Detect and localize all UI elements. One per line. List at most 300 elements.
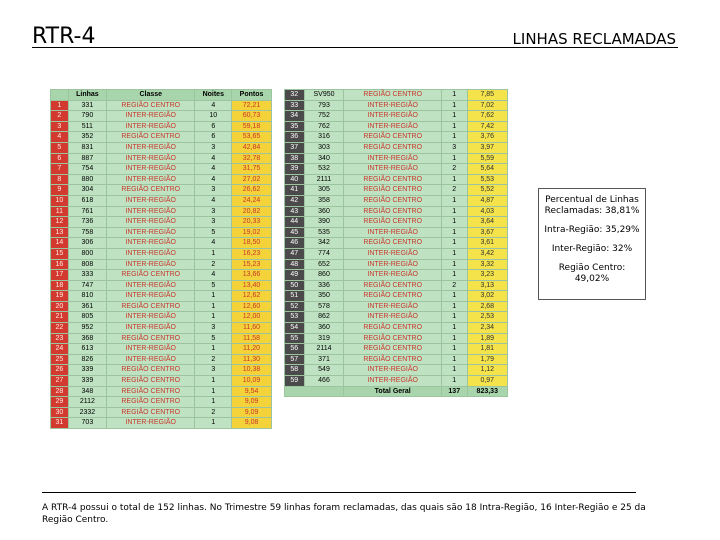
row-nights: 5: [195, 333, 232, 344]
row-nights: 4: [195, 270, 232, 281]
row-nights: 6: [195, 121, 232, 132]
row-points: 12,60: [232, 301, 272, 312]
table-row: [51, 344, 272, 355]
row-rank: 55: [285, 333, 305, 344]
table-row: [51, 132, 272, 143]
row-line: 793: [304, 100, 344, 111]
row-nights: 2: [441, 164, 467, 175]
row-points: 5,52: [467, 185, 507, 196]
row-line: 758: [68, 227, 106, 238]
row-class: INTER-REGIÃO: [107, 238, 195, 249]
row-class: REGIÃO CENTRO: [107, 333, 195, 344]
row-line: 736: [68, 217, 106, 228]
row-points: 4,03: [467, 206, 507, 217]
table-row: [51, 280, 272, 291]
row-line: 352: [68, 132, 106, 143]
table-row: [285, 174, 508, 185]
row-line: 613: [68, 344, 106, 355]
row-points: 2,34: [467, 323, 507, 334]
row-line: 304: [68, 185, 106, 196]
row-line: 371: [304, 354, 344, 365]
table-row: [51, 418, 272, 429]
row-points: 1,79: [467, 354, 507, 365]
row-class: REGIÃO CENTRO: [107, 301, 195, 312]
row-class: INTER-REGIÃO: [344, 111, 442, 122]
row-line: 532: [304, 164, 344, 175]
percent-centro: Região Centro: 49,02%: [558, 263, 626, 284]
row-rank: 31: [51, 418, 69, 429]
row-line: 316: [304, 132, 344, 143]
row-nights: 4: [195, 100, 232, 111]
row-class: INTER-REGIÃO: [344, 376, 442, 387]
row-line: 805: [68, 312, 106, 323]
row-rank: 6: [51, 153, 69, 164]
table-row: [285, 164, 508, 175]
row-rank: 35: [285, 121, 305, 132]
row-line: 390: [304, 217, 344, 228]
row-rank: 24: [51, 344, 69, 355]
table-row: [51, 111, 272, 122]
row-line: 762: [304, 121, 344, 132]
row-nights: 1: [195, 301, 232, 312]
row-points: 27,02: [232, 174, 272, 185]
row-nights: 1: [441, 312, 467, 323]
table-row: [51, 100, 272, 111]
table-row: [51, 174, 272, 185]
row-points: 3,97: [467, 142, 507, 153]
row-rank: 10: [51, 195, 69, 206]
row-class: REGIÃO CENTRO: [107, 132, 195, 143]
row-line: 2111: [304, 174, 344, 185]
row-rank: 9: [51, 185, 69, 196]
row-rank: 38: [285, 153, 305, 164]
row-class: INTER-REGIÃO: [344, 227, 442, 238]
table-row: [285, 312, 508, 323]
table-row: [51, 270, 272, 281]
row-class: INTER-REGIÃO: [107, 323, 195, 334]
row-line: 752: [304, 111, 344, 122]
page-title: RTR-4: [32, 24, 96, 49]
row-nights: 1: [195, 344, 232, 355]
row-line: 466: [304, 376, 344, 387]
row-points: 12,62: [232, 291, 272, 302]
table-row: [51, 259, 272, 270]
row-rank: 56: [285, 344, 305, 355]
total-blank: [285, 386, 344, 397]
row-rank: 36: [285, 132, 305, 143]
row-nights: 4: [195, 195, 232, 206]
table-row: [51, 407, 272, 418]
table-row: [285, 132, 508, 143]
title-divider: [32, 47, 678, 48]
row-rank: 59: [285, 376, 305, 387]
row-rank: 52: [285, 301, 305, 312]
row-rank: 3: [51, 121, 69, 132]
row-nights: 2: [195, 354, 232, 365]
row-rank: 26: [51, 365, 69, 376]
column-header: Noites: [195, 90, 232, 101]
footer-divider: [42, 492, 636, 493]
row-nights: 4: [195, 174, 232, 185]
row-class: INTER-REGIÃO: [344, 248, 442, 259]
table-row: [285, 280, 508, 291]
row-class: REGIÃO CENTRO: [344, 333, 442, 344]
row-class: REGIÃO CENTRO: [344, 132, 442, 143]
row-class: INTER-REGIÃO: [107, 227, 195, 238]
row-rank: 7: [51, 164, 69, 175]
row-rank: 19: [51, 291, 69, 302]
row-line: 810: [68, 291, 106, 302]
row-points: 7,62: [467, 111, 507, 122]
row-nights: 1: [441, 333, 467, 344]
row-class: REGIÃO CENTRO: [344, 238, 442, 249]
table-row: [51, 376, 272, 387]
row-nights: 1: [441, 365, 467, 376]
row-line: 2332: [68, 407, 106, 418]
row-rank: 40: [285, 174, 305, 185]
row-nights: 1: [441, 90, 467, 101]
row-nights: 1: [441, 121, 467, 132]
row-class: INTER-REGIÃO: [344, 301, 442, 312]
row-rank: 21: [51, 312, 69, 323]
row-points: 7,42: [467, 121, 507, 132]
table-row: [51, 227, 272, 238]
row-class: REGIÃO CENTRO: [107, 397, 195, 408]
table-row: [285, 344, 508, 355]
row-nights: 5: [195, 227, 232, 238]
ranking-table-right: [284, 89, 508, 397]
row-points: 60,73: [232, 111, 272, 122]
row-nights: 1: [441, 301, 467, 312]
row-points: 5,64: [467, 164, 507, 175]
row-nights: 2: [195, 259, 232, 270]
total-label: Total Geral: [344, 386, 442, 397]
row-class: INTER-REGIÃO: [107, 354, 195, 365]
row-line: 535: [304, 227, 344, 238]
row-class: REGIÃO CENTRO: [344, 185, 442, 196]
row-points: 3,02: [467, 291, 507, 302]
row-class: INTER-REGIÃO: [344, 365, 442, 376]
row-nights: 1: [441, 270, 467, 281]
row-nights: 10: [195, 111, 232, 122]
row-class: INTER-REGIÃO: [344, 164, 442, 175]
row-line: 860: [304, 270, 344, 281]
row-points: 5,59: [467, 153, 507, 164]
row-nights: 3: [441, 142, 467, 153]
row-rank: 49: [285, 270, 305, 281]
row-points: 7,85: [467, 90, 507, 101]
row-line: 333: [68, 270, 106, 281]
row-nights: 2: [441, 280, 467, 291]
row-points: 11,60: [232, 323, 272, 334]
row-class: REGIÃO CENTRO: [344, 217, 442, 228]
row-rank: 4: [51, 132, 69, 143]
row-nights: 1: [441, 153, 467, 164]
row-points: 13,40: [232, 280, 272, 291]
row-points: 3,76: [467, 132, 507, 143]
row-line: 549: [304, 365, 344, 376]
row-nights: 3: [195, 142, 232, 153]
row-rank: 14: [51, 238, 69, 249]
row-nights: 5: [195, 280, 232, 291]
row-nights: 1: [441, 291, 467, 302]
row-line: 754: [68, 164, 106, 175]
row-points: 3,42: [467, 248, 507, 259]
row-points: 3,64: [467, 217, 507, 228]
table-row: [51, 217, 272, 228]
row-points: 2,68: [467, 301, 507, 312]
row-nights: 1: [441, 344, 467, 355]
row-line: 952: [68, 323, 106, 334]
row-nights: 1: [441, 206, 467, 217]
table-row: [51, 248, 272, 259]
row-rank: 41: [285, 185, 305, 196]
row-points: 31,75: [232, 164, 272, 175]
row-nights: 1: [441, 376, 467, 387]
row-rank: 1: [51, 100, 69, 111]
row-line: 2112: [68, 397, 106, 408]
row-class: INTER-REGIÃO: [107, 418, 195, 429]
table-row: [285, 333, 508, 344]
table-row: [285, 365, 508, 376]
row-points: 3,23: [467, 270, 507, 281]
row-rank: 58: [285, 365, 305, 376]
table-row: [51, 238, 272, 249]
row-points: 20,33: [232, 217, 272, 228]
row-line: 618: [68, 195, 106, 206]
row-nights: 1: [441, 100, 467, 111]
row-points: 0,97: [467, 376, 507, 387]
row-nights: 4: [195, 164, 232, 175]
row-line: 303: [304, 142, 344, 153]
row-points: 11,30: [232, 354, 272, 365]
row-rank: 23: [51, 333, 69, 344]
row-nights: 3: [195, 217, 232, 228]
row-class: REGIÃO CENTRO: [107, 100, 195, 111]
row-nights: 3: [195, 323, 232, 334]
total-nights: 137: [441, 386, 467, 397]
table-row: [285, 217, 508, 228]
row-line: 703: [68, 418, 106, 429]
row-nights: 1: [441, 259, 467, 270]
row-line: 306: [68, 238, 106, 249]
row-line: 2114: [304, 344, 344, 355]
row-line: 511: [68, 121, 106, 132]
row-class: REGIÃO CENTRO: [344, 195, 442, 206]
row-nights: 3: [195, 206, 232, 217]
row-rank: 27: [51, 376, 69, 387]
total-points: 823,33: [467, 386, 507, 397]
column-header: Pontos: [232, 90, 272, 101]
row-points: 53,65: [232, 132, 272, 143]
row-points: 2,53: [467, 312, 507, 323]
row-points: 13,66: [232, 270, 272, 281]
row-class: INTER-REGIÃO: [344, 121, 442, 132]
table-row: [51, 312, 272, 323]
table-row: [51, 206, 272, 217]
row-nights: 1: [195, 248, 232, 259]
table-row: [51, 153, 272, 164]
row-points: 10,38: [232, 365, 272, 376]
row-nights: 1: [441, 227, 467, 238]
row-points: 9,08: [232, 418, 272, 429]
row-rank: 46: [285, 238, 305, 249]
row-points: 3,67: [467, 227, 507, 238]
row-nights: 1: [441, 174, 467, 185]
row-class: INTER-REGIÃO: [344, 270, 442, 281]
table-row: [51, 195, 272, 206]
row-class: INTER-REGIÃO: [344, 259, 442, 270]
row-class: INTER-REGIÃO: [107, 153, 195, 164]
row-class: REGIÃO CENTRO: [107, 185, 195, 196]
table-row: [285, 248, 508, 259]
table-header-row: [51, 90, 272, 101]
row-points: 59,18: [232, 121, 272, 132]
row-class: REGIÃO CENTRO: [344, 90, 442, 101]
table-row: [285, 323, 508, 334]
table-row: [51, 301, 272, 312]
page-subtitle: LINHAS RECLAMADAS: [512, 30, 676, 48]
row-class: REGIÃO CENTRO: [107, 386, 195, 397]
row-line: 831: [68, 142, 106, 153]
table-row: [51, 354, 272, 365]
row-rank: 51: [285, 291, 305, 302]
row-line: 800: [68, 248, 106, 259]
row-line: 340: [304, 153, 344, 164]
row-nights: 1: [195, 418, 232, 429]
column-header: Classe: [107, 90, 195, 101]
row-line: 358: [304, 195, 344, 206]
table-row: [285, 100, 508, 111]
row-nights: 1: [441, 248, 467, 259]
row-class: INTER-REGIÃO: [107, 280, 195, 291]
row-class: REGIÃO CENTRO: [344, 206, 442, 217]
row-line: 342: [304, 238, 344, 249]
row-points: 19,02: [232, 227, 272, 238]
row-class: INTER-REGIÃO: [107, 174, 195, 185]
row-line: SV950: [304, 90, 344, 101]
row-rank: 2: [51, 111, 69, 122]
row-line: 361: [68, 301, 106, 312]
table-row: [285, 301, 508, 312]
row-line: 652: [304, 259, 344, 270]
row-points: 20,82: [232, 206, 272, 217]
row-points: 9,09: [232, 397, 272, 408]
row-line: 348: [68, 386, 106, 397]
total-row: [285, 386, 508, 397]
row-points: 5,53: [467, 174, 507, 185]
row-class: REGIÃO CENTRO: [107, 365, 195, 376]
row-nights: 4: [195, 153, 232, 164]
row-line: 305: [304, 185, 344, 196]
row-nights: 1: [441, 323, 467, 334]
row-points: 9,54: [232, 386, 272, 397]
row-class: INTER-REGIÃO: [344, 312, 442, 323]
table-row: [51, 333, 272, 344]
row-nights: 6: [195, 132, 232, 143]
row-rank: 8: [51, 174, 69, 185]
row-points: 32,78: [232, 153, 272, 164]
table-row: [51, 386, 272, 397]
row-points: 9,09: [232, 407, 272, 418]
row-nights: 1: [195, 397, 232, 408]
row-nights: 2: [195, 407, 232, 418]
table-row: [285, 185, 508, 196]
row-rank: 12: [51, 217, 69, 228]
table-row: [51, 323, 272, 334]
row-class: INTER-REGIÃO: [107, 111, 195, 122]
row-nights: 1: [441, 111, 467, 122]
row-points: 1,12: [467, 365, 507, 376]
row-class: REGIÃO CENTRO: [107, 376, 195, 387]
table-row: [285, 153, 508, 164]
row-class: REGIÃO CENTRO: [344, 142, 442, 153]
table-row: [285, 195, 508, 206]
row-class: INTER-REGIÃO: [107, 248, 195, 259]
row-class: INTER-REGIÃO: [107, 121, 195, 132]
ranking-table-left: [50, 89, 272, 429]
table-row: [285, 90, 508, 101]
row-rank: 13: [51, 227, 69, 238]
percent-inter: Inter-Região: 32%: [551, 244, 633, 254]
table-row: [285, 270, 508, 281]
row-rank: 28: [51, 386, 69, 397]
row-points: 26,62: [232, 185, 272, 196]
row-class: REGIÃO CENTRO: [107, 270, 195, 281]
table-row: [51, 397, 272, 408]
row-nights: 4: [195, 238, 232, 249]
row-class: INTER-REGIÃO: [107, 259, 195, 270]
row-class: INTER-REGIÃO: [107, 291, 195, 302]
row-line: 336: [304, 280, 344, 291]
row-rank: 44: [285, 217, 305, 228]
row-points: 7,02: [467, 100, 507, 111]
row-line: 339: [68, 365, 106, 376]
row-rank: 43: [285, 206, 305, 217]
row-rank: 37: [285, 142, 305, 153]
row-nights: 3: [195, 365, 232, 376]
row-points: 12,00: [232, 312, 272, 323]
table-row: [285, 238, 508, 249]
row-rank: 45: [285, 227, 305, 238]
row-points: 10,09: [232, 376, 272, 387]
row-line: 747: [68, 280, 106, 291]
row-line: 368: [68, 333, 106, 344]
row-line: 808: [68, 259, 106, 270]
table-row: [285, 206, 508, 217]
row-class: REGIÃO CENTRO: [344, 323, 442, 334]
row-rank: 18: [51, 280, 69, 291]
row-points: 3,32: [467, 259, 507, 270]
row-points: 72,21: [232, 100, 272, 111]
row-class: INTER-REGIÃO: [107, 217, 195, 228]
row-class: REGIÃO CENTRO: [344, 291, 442, 302]
row-nights: 1: [441, 195, 467, 206]
row-rank: 15: [51, 248, 69, 259]
table-row: [51, 142, 272, 153]
row-line: 761: [68, 206, 106, 217]
column-header: [51, 90, 69, 101]
row-class: INTER-REGIÃO: [107, 164, 195, 175]
row-class: INTER-REGIÃO: [107, 312, 195, 323]
row-class: INTER-REGIÃO: [344, 100, 442, 111]
row-rank: 42: [285, 195, 305, 206]
row-nights: 1: [195, 291, 232, 302]
row-class: REGIÃO CENTRO: [107, 407, 195, 418]
row-line: 319: [304, 333, 344, 344]
table-row: [285, 142, 508, 153]
row-nights: 3: [195, 185, 232, 196]
